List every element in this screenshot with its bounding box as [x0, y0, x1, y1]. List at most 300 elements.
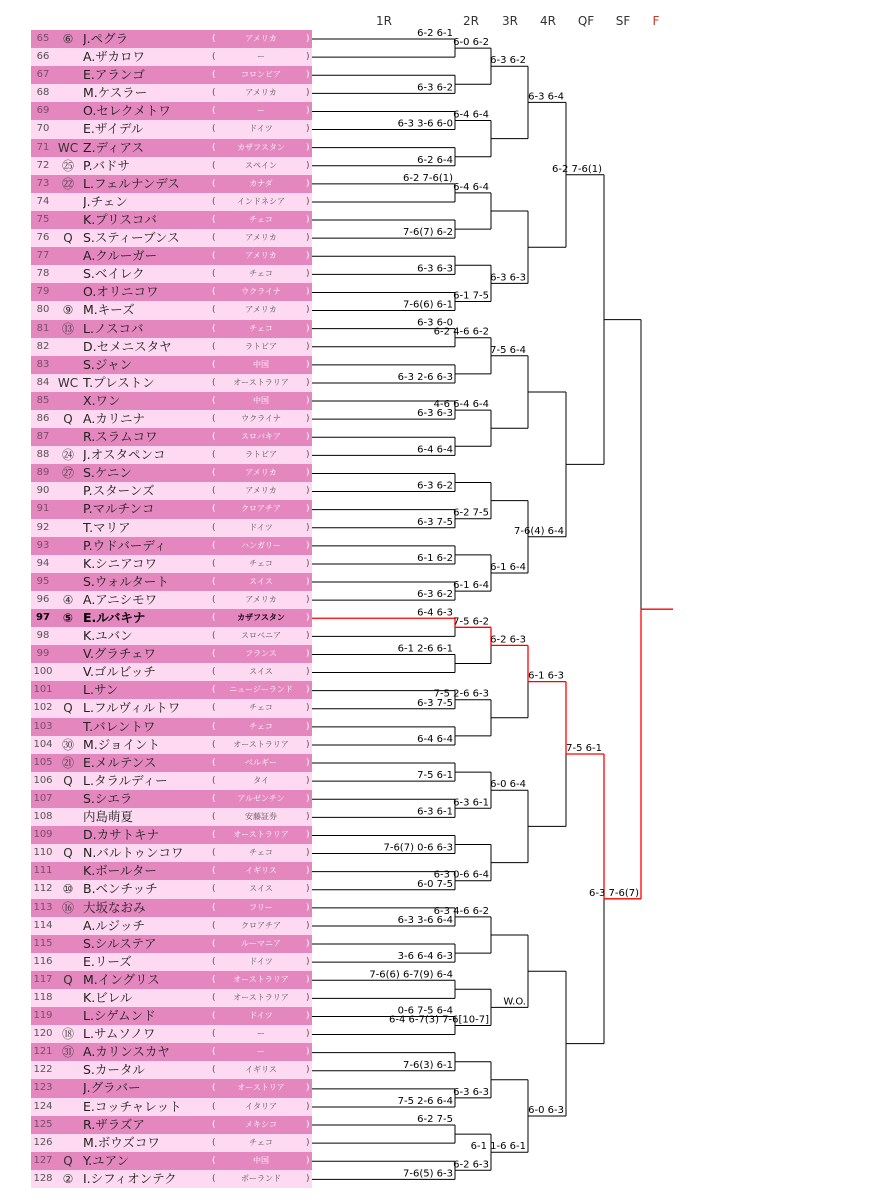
player-number: 95 [36, 575, 50, 587]
player-seed: ② [62, 1171, 74, 1186]
player-country: ラトビア [245, 341, 277, 351]
country-close-paren: ) [306, 160, 310, 171]
country-close-paren: ) [306, 1119, 310, 1130]
match-score: 6-3 6-2 [417, 82, 453, 94]
match-score: 6-3 6-2 [417, 480, 453, 492]
country-open-paren: ( [212, 812, 216, 823]
country-open-paren: ( [212, 848, 216, 859]
player-number: 65 [36, 33, 50, 44]
country-close-paren: ) [306, 739, 310, 750]
match-score: 6-3 6-1 [453, 797, 489, 809]
match-score: 6-2 7-6(1) [402, 172, 453, 184]
match-score: 6-0 6-4 [490, 779, 526, 791]
player-country: チェコ [249, 323, 273, 333]
player-number: 128 [33, 1172, 53, 1184]
country-close-paren: ) [306, 1011, 310, 1022]
player-name: P.マルチンコ [83, 501, 155, 517]
country-close-paren: ) [306, 504, 310, 515]
round-header-f: F [652, 14, 660, 28]
player-number: 120 [33, 1028, 53, 1040]
country-close-paren: ) [306, 341, 310, 352]
player-number: 66 [36, 51, 50, 63]
player-number: 94 [36, 557, 50, 569]
match-score: 6-3 6-4 [528, 91, 564, 103]
player-name: L.タラルディー [83, 772, 168, 788]
player-name: Z.ディアス [83, 139, 145, 155]
player-name: L.フェルナンデス [83, 175, 180, 191]
country-close-paren: ) [306, 793, 310, 804]
country-close-paren: ) [306, 902, 310, 913]
player-number: 106 [33, 774, 53, 786]
player-seed: ㉛ [61, 1045, 74, 1060]
player-country: アメリカ [245, 305, 277, 315]
country-open-paren: ( [212, 558, 216, 569]
match-score: 7-6(6) 6-1 [402, 299, 453, 311]
player-number: 101 [33, 684, 53, 696]
player-seed: ⑨ [62, 303, 74, 318]
match-score: 6-4 6-7(3) 7-6[10-7] [388, 1014, 489, 1026]
player-number: 74 [36, 195, 50, 207]
country-close-paren: ) [306, 269, 310, 280]
player-number: 113 [33, 901, 53, 913]
player-name: A.ザカロワ [83, 49, 146, 65]
player-country: カザフスタン [237, 613, 285, 622]
player-number: 127 [33, 1154, 53, 1166]
country-close-paren: ) [306, 558, 310, 569]
match-score: 6-3 6-3 [417, 408, 453, 420]
country-close-paren: ) [306, 830, 310, 841]
country-close-paren: ) [306, 70, 310, 81]
country-open-paren: ( [212, 1083, 216, 1094]
player-country: チェコ [249, 1137, 273, 1147]
country-open-paren: ( [212, 88, 216, 99]
player-country: コロンビア [241, 70, 281, 80]
player-name: L.サムソノワ [83, 1026, 156, 1042]
country-close-paren: ) [306, 938, 310, 949]
country-open-paren: ( [212, 450, 216, 461]
country-close-paren: ) [306, 613, 310, 623]
player-number: 79 [36, 286, 50, 298]
player-name: D.セメニスタヤ [83, 338, 172, 354]
country-close-paren: ) [306, 1047, 310, 1058]
country-close-paren: ) [306, 395, 310, 406]
player-country: スロバキア [241, 432, 281, 442]
player-name: P.バドサ [83, 157, 130, 173]
country-open-paren: ( [212, 1047, 216, 1058]
player-country: アメリカ [245, 251, 277, 261]
country-close-paren: ) [306, 233, 310, 244]
player-country: タイ [253, 775, 269, 785]
country-close-paren: ) [306, 594, 310, 605]
country-close-paren: ) [306, 323, 310, 334]
country-open-paren: ( [212, 504, 216, 515]
player-country: オーストラリア [233, 830, 289, 840]
match-score: 6-3 7-5 [417, 697, 453, 709]
player-number: 81 [36, 322, 50, 334]
country-open-paren: ( [212, 178, 216, 189]
match-score: 6-3 6-1 [417, 806, 453, 818]
country-close-paren: ) [306, 884, 310, 895]
player-name: K.シニアコワ [83, 555, 158, 571]
player-name: V.グラチェワ [83, 646, 157, 662]
player-name: V.ゴルビッチ [83, 664, 156, 680]
player-seed: ⑩ [62, 882, 74, 897]
country-open-paren: ( [212, 667, 216, 678]
player-country: スペイン [245, 160, 277, 170]
match-score: 6-2 7-6(1) [551, 163, 602, 175]
country-close-paren: ) [306, 1065, 310, 1076]
player-seed: ㉒ [61, 176, 74, 191]
player-number: 107 [33, 792, 53, 804]
country-close-paren: ) [306, 196, 310, 207]
player-seed: ④ [62, 592, 74, 607]
country-open-paren: ( [212, 124, 216, 135]
country-close-paren: ) [306, 142, 310, 153]
player-number: 124 [33, 1100, 53, 1112]
player-country: メキシコ [245, 1119, 277, 1129]
player-country: アメリカ [245, 88, 277, 98]
country-open-paren: ( [212, 866, 216, 877]
country-close-paren: ) [306, 1173, 310, 1184]
player-seed: ⑤ [62, 611, 74, 625]
player-country: クロアチア [241, 504, 281, 514]
player-name: E.ルバキナ [83, 610, 146, 625]
player-name: K.プリスコバ [83, 211, 157, 227]
country-open-paren: ( [212, 721, 216, 732]
player-name: P.ウドバーディ [83, 537, 167, 553]
country-open-paren: ( [212, 468, 216, 479]
country-close-paren: ) [306, 631, 310, 642]
player-seed: Q [63, 231, 73, 246]
match-score: 6-3 7-6(7) [588, 887, 639, 899]
player-country: チェコ [249, 214, 273, 224]
player-name: E.ザイデル [83, 121, 144, 137]
country-open-paren: ( [212, 974, 216, 985]
country-close-paren: ) [306, 956, 310, 967]
country-close-paren: ) [306, 432, 310, 443]
country-open-paren: ( [212, 739, 216, 750]
player-name: M.キーズ [83, 302, 135, 318]
country-open-paren: ( [212, 920, 216, 931]
country-open-paren: ( [212, 830, 216, 841]
country-open-paren: ( [212, 341, 216, 352]
player-seed: ⑯ [61, 900, 74, 915]
match-score: 6-2 6-3 [453, 1159, 489, 1171]
match-score: 6-3 6-3 [453, 1086, 489, 1098]
player-country: アルゼンチン [237, 793, 285, 803]
country-close-paren: ) [306, 775, 310, 786]
player-name: L.シゲムンド [83, 1008, 156, 1024]
player-number: 100 [33, 666, 53, 678]
match-score: 6-2 7-5 [453, 507, 489, 519]
country-close-paren: ) [306, 34, 310, 44]
player-number: 70 [36, 123, 50, 135]
player-number: 89 [36, 467, 50, 479]
country-close-paren: ) [306, 214, 310, 225]
player-number: 122 [33, 1064, 53, 1076]
country-close-paren: ) [306, 359, 310, 370]
player-name: K.ユバン [83, 628, 133, 644]
player-seed: Q [63, 701, 73, 716]
player-name: M.ケスラー [83, 85, 148, 101]
player-number: 96 [36, 593, 50, 605]
player-country: ドイツ [249, 522, 273, 532]
player-country: アメリカ [245, 468, 277, 478]
player-number: 115 [33, 937, 53, 949]
player-number: 80 [36, 304, 50, 316]
player-country: ー [257, 1029, 265, 1039]
country-close-paren: ) [306, 649, 310, 660]
match-score: 6-4 6-4 [453, 181, 489, 193]
country-open-paren: ( [212, 649, 216, 660]
player-number: 73 [36, 177, 50, 189]
player-country: 中国 [253, 359, 269, 369]
player-number: 125 [33, 1118, 53, 1130]
player-number: 90 [36, 485, 50, 497]
country-open-paren: ( [212, 486, 216, 497]
player-number: 72 [36, 159, 50, 171]
match-score: 6-0 6-2 [453, 37, 489, 49]
player-number: 118 [33, 991, 53, 1003]
player-number: 112 [33, 883, 53, 895]
country-close-paren: ) [306, 757, 310, 768]
match-score: 7-6(3) 6-1 [402, 1059, 453, 1071]
player-number: 87 [36, 431, 50, 443]
player-number: 108 [33, 811, 53, 823]
player-number: 69 [36, 105, 50, 117]
player-country: ルーマニア [241, 938, 281, 948]
player-seed: Q [63, 972, 73, 987]
player-country: オーストラリア [233, 992, 289, 1002]
match-score: 6-1 1-6 6-1 [470, 1141, 526, 1153]
player-name: R.ザラズア [83, 1116, 145, 1132]
country-open-paren: ( [212, 775, 216, 786]
match-score: 7-5 6-4 [490, 344, 526, 356]
player-number: 117 [33, 973, 53, 985]
player-number: 91 [36, 503, 50, 515]
country-open-paren: ( [212, 196, 216, 207]
player-country: 安藤証券 [245, 812, 277, 822]
country-open-paren: ( [212, 251, 216, 262]
player-name: P.スターンズ [83, 483, 155, 499]
player-country: カナダ [249, 178, 273, 188]
country-open-paren: ( [212, 142, 216, 153]
country-open-paren: ( [212, 884, 216, 895]
country-open-paren: ( [212, 106, 216, 117]
player-name: L.サン [83, 682, 119, 698]
player-country: ハンガリー [241, 540, 281, 550]
match-score: 7-6(6) 6-7(9) 6-4 [369, 969, 453, 981]
country-open-paren: ( [212, 1119, 216, 1130]
player-country: イギリス [245, 1065, 277, 1075]
match-score: 6-3 3-6 6-4 [397, 914, 453, 926]
player-name: M.イングリス [83, 971, 160, 987]
country-open-paren: ( [212, 432, 216, 443]
country-close-paren: ) [306, 251, 310, 262]
player-country: ー [257, 106, 265, 116]
country-open-paren: ( [212, 52, 216, 63]
player-seed: ⑥ [62, 32, 74, 46]
match-score: 7-5 6-1 [417, 770, 453, 782]
country-open-paren: ( [212, 1173, 216, 1184]
country-close-paren: ) [306, 287, 310, 298]
player-country: スイス [249, 884, 273, 894]
player-country: オーストリア [237, 1083, 285, 1093]
match-score: 6-3 2-6 6-3 [397, 371, 453, 383]
player-number: 84 [36, 376, 50, 388]
player-name: L.ノスコバ [83, 320, 144, 336]
player-name: R.スラムコワ [83, 429, 158, 445]
country-close-paren: ) [306, 88, 310, 99]
player-name: S.カータル [83, 1062, 145, 1078]
country-open-paren: ( [212, 902, 216, 913]
match-score: 7-5 2-6 6-4 [397, 1095, 453, 1107]
country-open-paren: ( [212, 1011, 216, 1022]
country-close-paren: ) [306, 1083, 310, 1094]
match-score: 6-2 6-4 [417, 154, 453, 166]
player-country: 中国 [253, 395, 269, 405]
player-seed: ㉕ [61, 158, 74, 173]
player-number: 121 [33, 1046, 53, 1058]
player-name: O.オリニコワ [83, 284, 159, 300]
player-name: B.ベンチッチ [83, 881, 158, 897]
match-score: 6-3 6-0 [417, 317, 453, 329]
match-score: 7-5 2-6 6-3 [433, 688, 489, 700]
match-score: 6-4 6-4 [417, 444, 453, 456]
player-name: S.スティーブンス [83, 230, 180, 246]
country-open-paren: ( [212, 233, 216, 244]
match-score: 7-6(4) 6-4 [513, 525, 564, 537]
country-close-paren: ) [306, 540, 310, 551]
match-score: 7-6(7) 6-2 [402, 227, 453, 239]
player-country: 中国 [253, 1155, 269, 1165]
country-open-paren: ( [212, 594, 216, 605]
player-name: X.ワン [83, 392, 121, 408]
player-name: S.ベイレク [83, 266, 145, 282]
player-number: 77 [36, 250, 50, 262]
player-number: 78 [36, 268, 50, 280]
country-open-paren: ( [212, 1029, 216, 1040]
player-country: チェコ [249, 848, 273, 858]
match-score: 6-3 6-3 [417, 263, 453, 275]
player-seed: ㉑ [61, 755, 74, 770]
player-name: E.リーズ [83, 953, 132, 969]
player-number: 103 [33, 720, 53, 732]
country-open-paren: ( [212, 214, 216, 225]
country-close-paren: ) [306, 685, 310, 696]
country-open-paren: ( [212, 992, 216, 1003]
match-score: 6-1 6-4 [453, 580, 489, 592]
match-score: 6-3 3-6 6-0 [397, 118, 453, 130]
round-header-2r: 2R [463, 14, 479, 28]
player-number: 119 [33, 1010, 53, 1022]
player-seed: Q [63, 846, 73, 861]
player-country: ドイツ [249, 1011, 273, 1021]
country-open-paren: ( [212, 323, 216, 334]
country-open-paren: ( [212, 413, 216, 424]
round-header-4r: 4R [540, 14, 556, 28]
player-number: 82 [36, 340, 50, 352]
player-number: 83 [36, 358, 50, 370]
country-open-paren: ( [212, 1137, 216, 1148]
player-name: E.アランゴ [83, 67, 145, 83]
player-country: ベルギー [245, 757, 277, 767]
player-country: アメリカ [245, 486, 277, 496]
match-score: 6-3 6-2 [490, 55, 526, 67]
country-close-paren: ) [306, 413, 310, 424]
player-name: Y.ユアン [83, 1152, 130, 1168]
player-country: ウクライナ [241, 287, 281, 297]
country-close-paren: ) [306, 866, 310, 877]
round-header-qf: QF [577, 14, 595, 28]
country-close-paren: ) [306, 1101, 310, 1112]
round-header-sf: SF [615, 14, 631, 28]
player-country: イタリア [245, 1101, 277, 1111]
player-seed: WC [57, 375, 79, 390]
country-open-paren: ( [212, 685, 216, 696]
match-score: 7-6(7) 0-6 6-3 [383, 842, 453, 854]
player-name: S.シエラ [83, 790, 133, 806]
player-number: 105 [33, 756, 53, 768]
country-close-paren: ) [306, 305, 310, 316]
player-country: カザフスタン [237, 142, 285, 152]
player-name: N.バルトゥンコワ [83, 845, 184, 861]
country-open-paren: ( [212, 613, 216, 623]
player-seed: Q [63, 1153, 73, 1168]
player-number: 126 [33, 1136, 53, 1148]
player-country: チェコ [249, 269, 273, 279]
player-seed: ㉗ [61, 466, 74, 481]
country-close-paren: ) [306, 468, 310, 479]
player-country: オーストラリア [233, 377, 289, 387]
player-name: S.シルステア [83, 935, 157, 951]
player-name: K.ボールター [83, 863, 157, 879]
player-name: E.コッチャレット [83, 1098, 182, 1114]
player-number: 86 [36, 412, 50, 424]
country-open-paren: ( [212, 757, 216, 768]
match-score: 3-6 6-4 6-3 [397, 951, 453, 963]
player-name: T.バレントワ [83, 718, 156, 734]
country-close-paren: ) [306, 1029, 310, 1040]
country-open-paren: ( [212, 305, 216, 316]
player-country: アメリカ [245, 34, 277, 43]
player-name: J.ペグラ [83, 31, 129, 46]
country-close-paren: ) [306, 178, 310, 189]
player-number: 110 [33, 847, 53, 859]
country-close-paren: ) [306, 52, 310, 63]
country-close-paren: ) [306, 721, 310, 732]
player-seed: Q [63, 773, 73, 788]
player-country: スイス [249, 576, 273, 586]
country-close-paren: ) [306, 486, 310, 497]
player-name: K.ビレル [83, 989, 133, 1005]
player-number: 85 [36, 394, 50, 406]
player-number: 123 [33, 1082, 53, 1094]
country-close-paren: ) [306, 667, 310, 678]
player-number: 99 [36, 648, 50, 660]
player-name: I.シフィオンテク [83, 1170, 177, 1186]
country-open-paren: ( [212, 956, 216, 967]
player-name: 内島萌夏 [83, 809, 134, 825]
country-close-paren: ) [306, 703, 310, 714]
player-country: ポーランド [241, 1173, 281, 1183]
country-open-paren: ( [212, 938, 216, 949]
country-open-paren: ( [212, 34, 216, 44]
match-score: 7-5 6-2 [453, 616, 489, 628]
player-country: チェコ [249, 558, 273, 568]
player-country: イギリス [245, 866, 277, 876]
player-country: チェコ [249, 721, 273, 731]
